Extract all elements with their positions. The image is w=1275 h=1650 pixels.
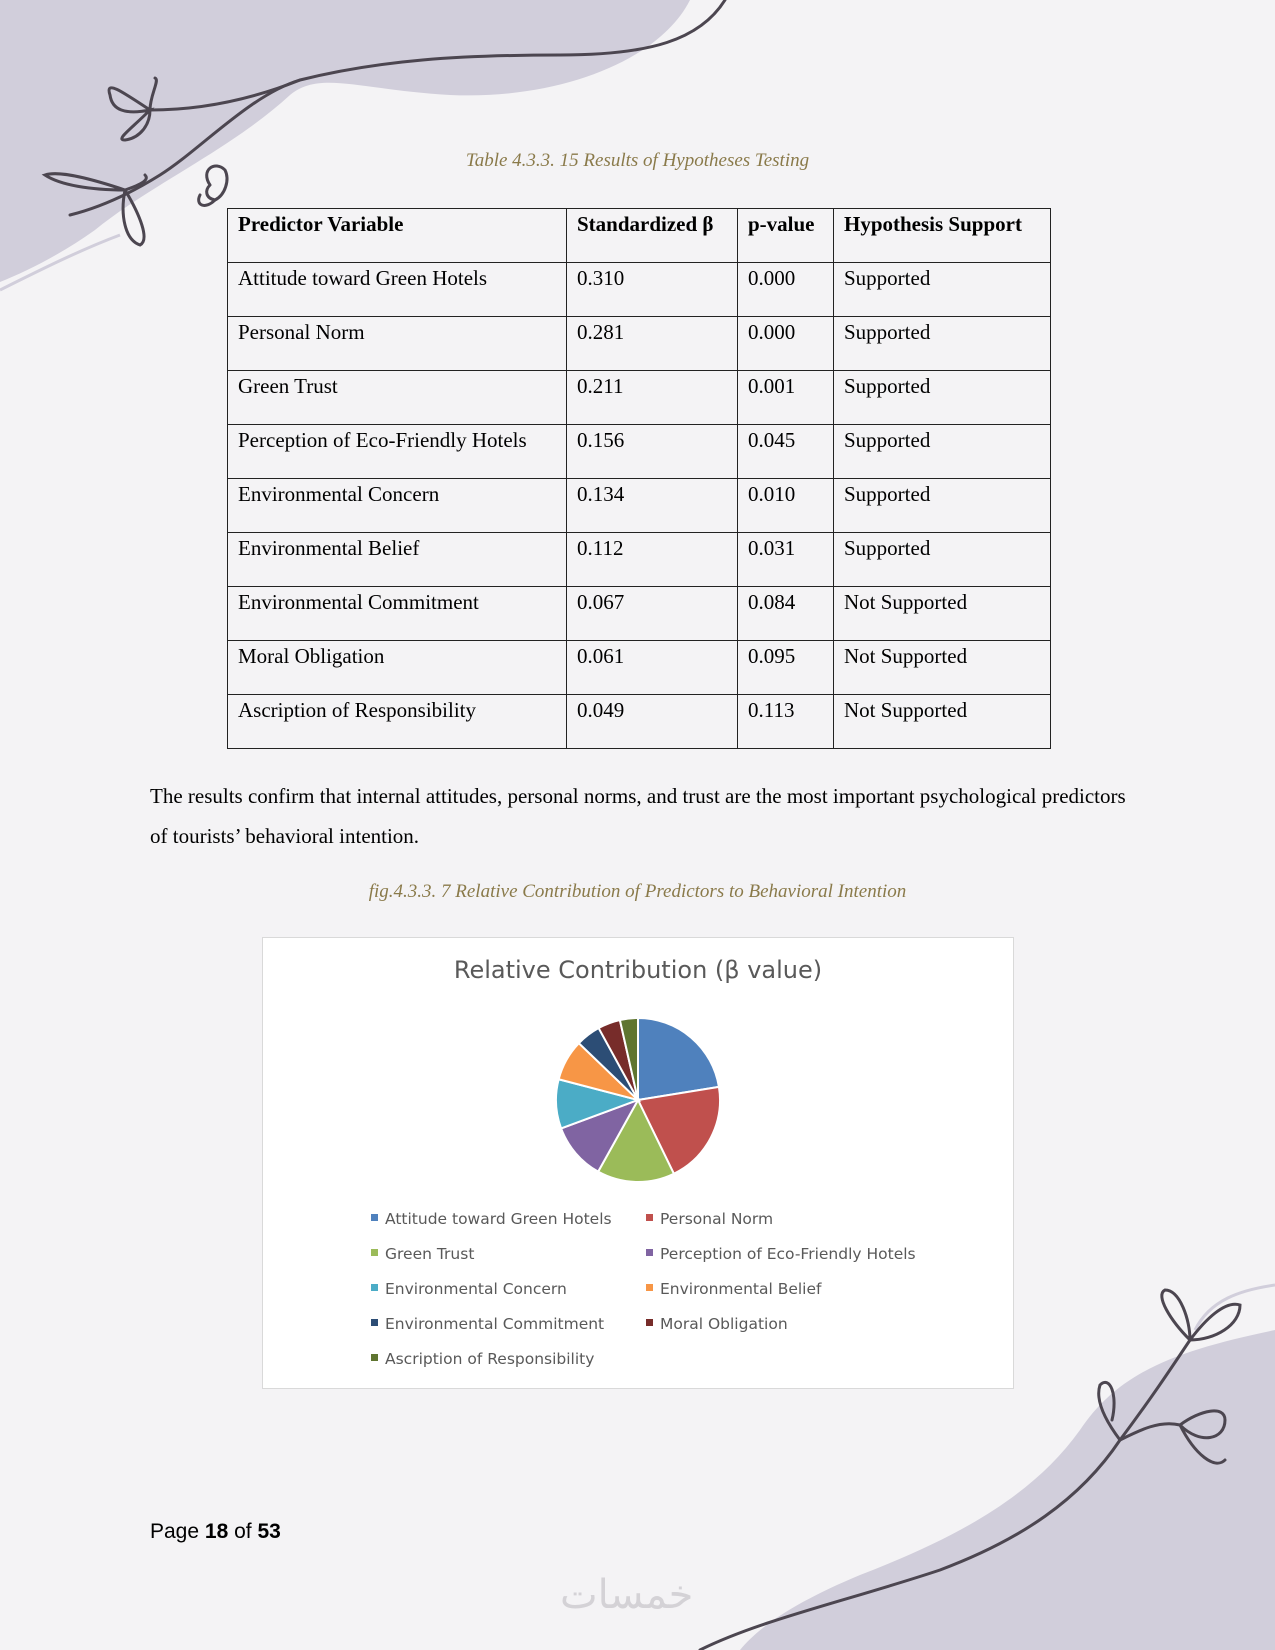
results-paragraph: The results confirm that internal attitudes, personal norms, and trust are the most important psychological predictors of tourists’ behavioral intention. [150, 784, 1126, 848]
legend-swatch [371, 1214, 378, 1221]
legend-item [646, 1245, 916, 1263]
table-row [228, 641, 1051, 695]
legend-item [371, 1350, 594, 1368]
legend-label: Environmental Commitment [385, 1315, 605, 1333]
table-row [228, 263, 1051, 317]
cell-beta: 0.049 [567, 695, 738, 749]
legend-item [371, 1210, 612, 1228]
cell-support: Not Supported [834, 587, 1051, 641]
cell-predictor: Moral Obligation [228, 641, 567, 695]
table-row [228, 533, 1051, 587]
header-support: Hypothesis Support [834, 209, 1051, 263]
cell-predictor: Attitude toward Green Hotels [228, 263, 567, 317]
cell-predictor: Perception of Eco-Friendly Hotels [228, 425, 567, 479]
cell-predictor: Environmental Concern [228, 479, 567, 533]
cell-support: Supported [834, 371, 1051, 425]
legend-swatch [371, 1319, 378, 1326]
header-p-value: p-value [738, 209, 834, 263]
cell-p-value: 0.045 [738, 425, 834, 479]
legend-item [646, 1210, 773, 1228]
cell-support: Supported [834, 317, 1051, 371]
cell-support: Supported [834, 533, 1051, 587]
legend-swatch [371, 1354, 378, 1361]
cell-predictor: Ascription of Responsibility [228, 695, 567, 749]
header-predictor: Predictor Variable [228, 209, 567, 263]
cell-predictor: Environmental Belief [228, 533, 567, 587]
table-row [228, 317, 1051, 371]
page-of: of [234, 1520, 252, 1543]
legend-label: Environmental Concern [385, 1280, 567, 1298]
cell-predictor: Green Trust [228, 371, 567, 425]
pie-slice [638, 1018, 719, 1100]
cell-p-value: 0.084 [738, 587, 834, 641]
legend-item [371, 1245, 474, 1263]
cell-beta: 0.310 [567, 263, 738, 317]
cell-p-value: 0.000 [738, 263, 834, 317]
legend-label: Ascription of Responsibility [385, 1350, 595, 1368]
cell-p-value: 0.001 [738, 371, 834, 425]
legend-swatch [646, 1214, 653, 1221]
hypotheses-table [227, 208, 1051, 749]
cell-support: Not Supported [834, 695, 1051, 749]
table-row [228, 479, 1051, 533]
cell-support: Supported [834, 263, 1051, 317]
cell-beta: 0.134 [567, 479, 738, 533]
cell-p-value: 0.031 [738, 533, 834, 587]
legend-swatch [646, 1284, 653, 1291]
cell-support: Not Supported [834, 641, 1051, 695]
legend-label: Moral Obligation [660, 1315, 788, 1333]
legend-swatch [646, 1249, 653, 1256]
legend-label: Perception of Eco-Friendly Hotels [660, 1245, 916, 1263]
cell-predictor: Personal Norm [228, 317, 567, 371]
watermark-logo: خمسات [560, 1572, 694, 1618]
cell-beta: 0.211 [567, 371, 738, 425]
cell-support: Supported [834, 479, 1051, 533]
legend-item [371, 1315, 604, 1333]
legend-label: Green Trust [385, 1245, 475, 1263]
page-total: 53 [257, 1520, 281, 1543]
cell-beta: 0.061 [567, 641, 738, 695]
chart-title: Relative Contribution (β value) [453, 956, 823, 984]
pie-chart-container [262, 937, 1014, 1389]
header-beta: Standardized β [567, 209, 738, 263]
table-row [228, 587, 1051, 641]
table-row [228, 371, 1051, 425]
table-row [228, 695, 1051, 749]
page-number: 18 [204, 1520, 229, 1543]
cell-beta: 0.112 [567, 533, 738, 587]
cell-beta: 0.067 [567, 587, 738, 641]
table-row [228, 425, 1051, 479]
cell-predictor: Environmental Commitment [228, 587, 567, 641]
cell-p-value: 0.095 [738, 641, 834, 695]
page-prefix: Page [150, 1520, 200, 1543]
legend-item [646, 1315, 788, 1333]
legend-label: Environmental Belief [660, 1280, 822, 1298]
cell-p-value: 0.000 [738, 317, 834, 371]
cell-p-value: 0.113 [738, 695, 834, 749]
legend-item [371, 1280, 567, 1298]
table-header-row [228, 209, 1051, 263]
legend-label: Personal Norm [660, 1210, 774, 1228]
figure-caption: fig.4.3.3. 7 Relative Contribution of Predictors to Behavioral Intention [368, 881, 907, 902]
legend-swatch [646, 1319, 653, 1326]
legend-swatch [371, 1249, 378, 1256]
cell-beta: 0.156 [567, 425, 738, 479]
legend-swatch [371, 1284, 378, 1291]
cell-p-value: 0.010 [738, 479, 834, 533]
cell-support: Supported [834, 425, 1051, 479]
legend-label: Attitude toward Green Hotels [385, 1210, 612, 1228]
page-footer [150, 1520, 281, 1544]
cell-beta: 0.281 [567, 317, 738, 371]
legend-item [646, 1280, 821, 1298]
table-caption: Table 4.3.3. 15 Results of Hypotheses Testing [465, 150, 810, 171]
